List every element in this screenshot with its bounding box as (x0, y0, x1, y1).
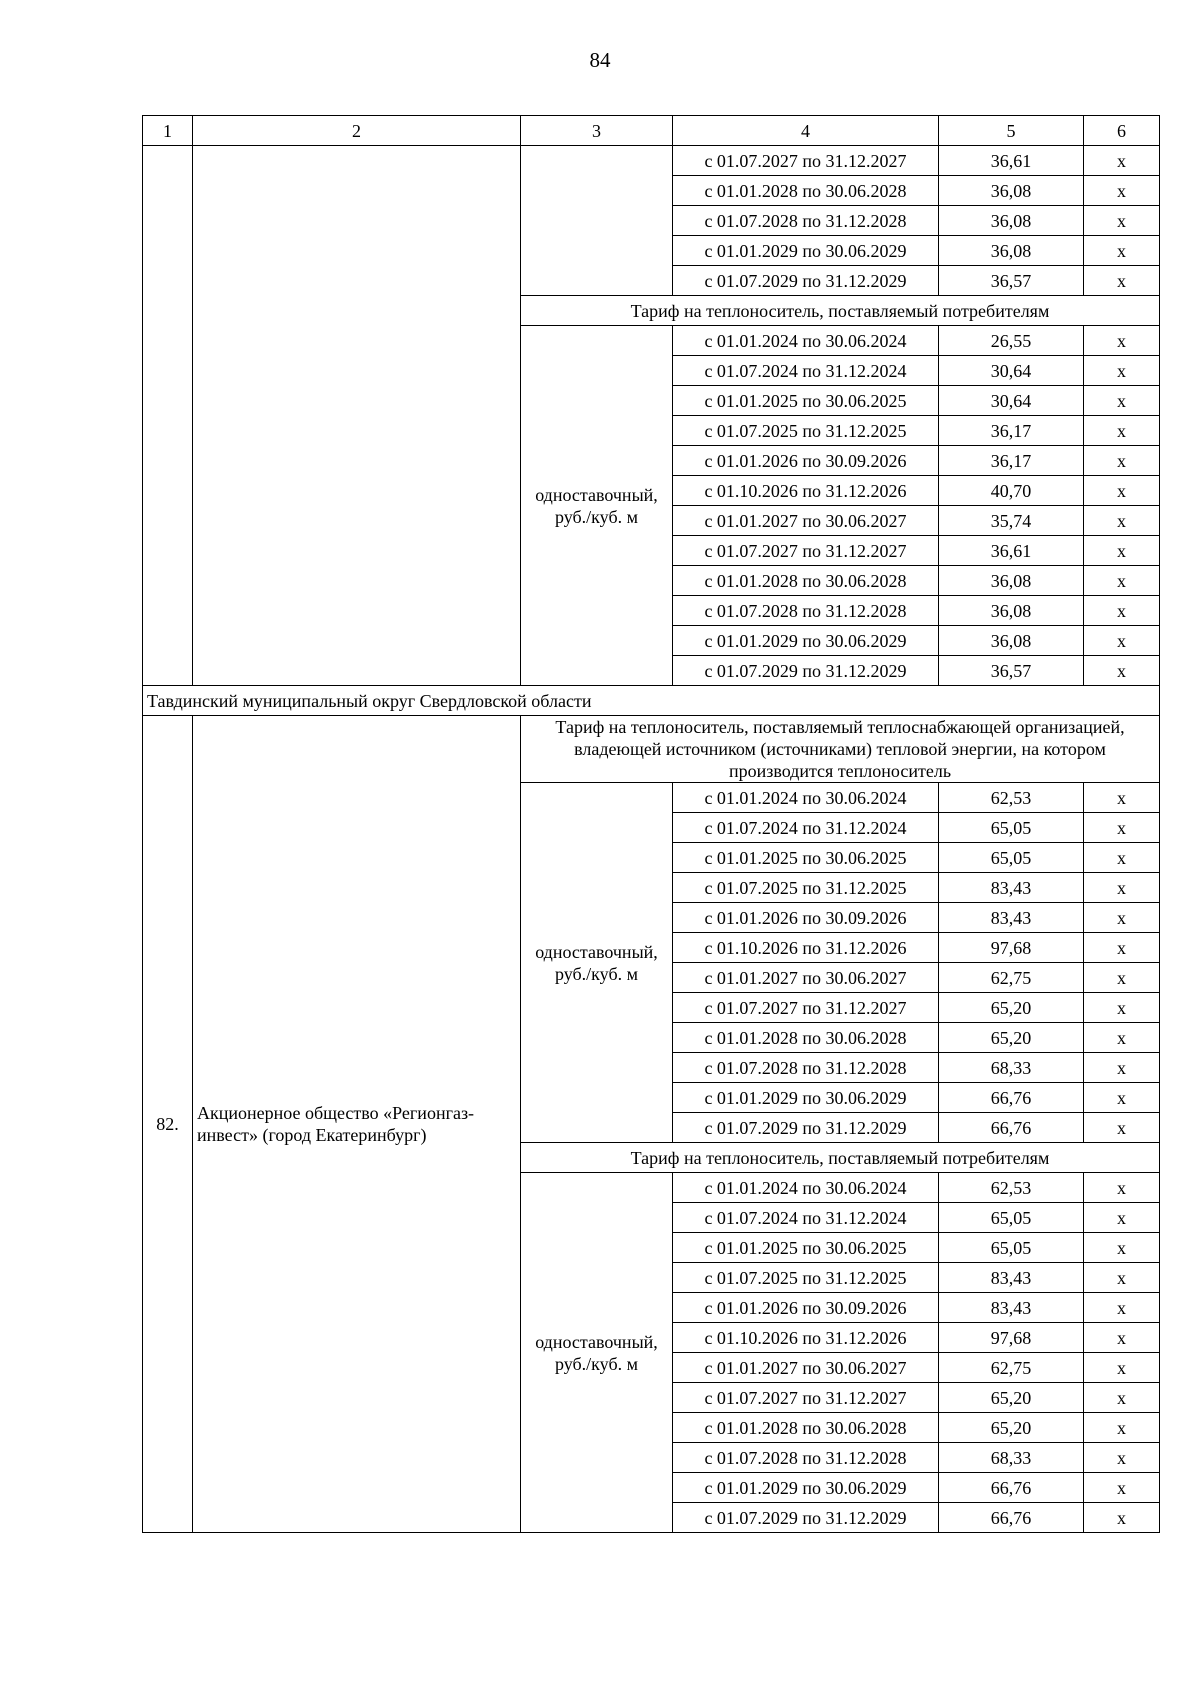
period-cell: с 01.07.2029 по 31.12.2029 (673, 1113, 939, 1143)
col6-cell: х (1084, 596, 1160, 626)
section-title: Тариф на теплоноситель, поставляемый теплоснабжающей организацией, владеющей источником (источниками) тепловой энергии, на котором производится теплоноситель (521, 716, 1160, 783)
col6-cell: х (1084, 1473, 1160, 1503)
period-cell: с 01.07.2025 по 31.12.2025 (673, 416, 939, 446)
tariff-type-cell (521, 146, 673, 296)
header-cell-1: 1 (143, 116, 193, 146)
tariff-value-cell: 66,76 (939, 1473, 1084, 1503)
col6-cell: х (1084, 843, 1160, 873)
period-cell: с 01.07.2028 по 31.12.2028 (673, 1443, 939, 1473)
col6-cell: х (1084, 903, 1160, 933)
tariff-value-cell: 36,08 (939, 176, 1084, 206)
tariff-value-cell: 30,64 (939, 386, 1084, 416)
col6-cell: х (1084, 993, 1160, 1023)
col6-cell: х (1084, 626, 1160, 656)
col6-cell: х (1084, 356, 1160, 386)
tariff-value-cell: 83,43 (939, 1263, 1084, 1293)
col6-cell: х (1084, 476, 1160, 506)
number-cell (143, 146, 193, 686)
period-cell: с 01.01.2028 по 30.06.2028 (673, 1023, 939, 1053)
tariff-value-cell: 65,05 (939, 813, 1084, 843)
organization-cell (193, 146, 521, 686)
period-cell: с 01.01.2028 по 30.06.2028 (673, 176, 939, 206)
col6-cell: х (1084, 1113, 1160, 1143)
tariff-value-cell: 65,05 (939, 1233, 1084, 1263)
period-cell: с 01.07.2024 по 31.12.2024 (673, 813, 939, 843)
period-cell: с 01.01.2026 по 30.09.2026 (673, 446, 939, 476)
tariff-value-cell: 66,76 (939, 1083, 1084, 1113)
region-row (143, 686, 1160, 716)
tariff-value-cell: 36,08 (939, 236, 1084, 266)
col6-cell: х (1084, 783, 1160, 813)
col6-cell: х (1084, 236, 1160, 266)
header-cell-2: 2 (193, 116, 521, 146)
tariff-type-cell: одноставочный, руб./куб. м (521, 783, 673, 1143)
col6-cell: х (1084, 1203, 1160, 1233)
col6-cell: х (1084, 963, 1160, 993)
tariff-value-cell: 66,76 (939, 1503, 1084, 1533)
col6-cell: х (1084, 506, 1160, 536)
period-cell: с 01.07.2027 по 31.12.2027 (673, 993, 939, 1023)
tariff-value-cell: 35,74 (939, 506, 1084, 536)
period-cell: с 01.01.2028 по 30.06.2028 (673, 1413, 939, 1443)
header-cell-4: 4 (673, 116, 939, 146)
col6-cell: х (1084, 1263, 1160, 1293)
period-cell: с 01.07.2028 по 31.12.2028 (673, 596, 939, 626)
period-cell: с 01.07.2027 по 31.12.2027 (673, 536, 939, 566)
header-cell-6: 6 (1084, 116, 1160, 146)
tariff-table-body (143, 116, 1160, 1533)
col6-cell: х (1084, 1053, 1160, 1083)
tariff-value-cell: 97,68 (939, 1323, 1084, 1353)
tariff-value-cell: 65,20 (939, 993, 1084, 1023)
header-cell-3: 3 (521, 116, 673, 146)
tariff-type-cell: одноставочный, руб./куб. м (521, 1173, 673, 1533)
organization-name: Акционерное общество «Регионгаз-инвест» (город Екатеринбург) (193, 716, 521, 1533)
col6-cell: х (1084, 1173, 1160, 1203)
col6-cell: х (1084, 146, 1160, 176)
period-cell: с 01.01.2029 по 30.06.2029 (673, 1473, 939, 1503)
period-cell: с 01.07.2029 по 31.12.2029 (673, 266, 939, 296)
period-cell: с 01.07.2025 по 31.12.2025 (673, 1263, 939, 1293)
tariff-value-cell: 65,05 (939, 843, 1084, 873)
period-cell: с 01.07.2024 по 31.12.2024 (673, 356, 939, 386)
col6-cell: х (1084, 176, 1160, 206)
tariff-table (142, 115, 1160, 1533)
tariff-value-cell: 36,08 (939, 566, 1084, 596)
col6-cell: х (1084, 326, 1160, 356)
period-cell: с 01.01.2026 по 30.09.2026 (673, 1293, 939, 1323)
table-row (143, 146, 1160, 176)
period-cell: с 01.07.2027 по 31.12.2027 (673, 1383, 939, 1413)
entry-number: 82. (143, 716, 193, 1533)
tariff-value-cell: 26,55 (939, 326, 1084, 356)
col6-cell: х (1084, 1233, 1160, 1263)
period-cell: с 01.07.2028 по 31.12.2028 (673, 1053, 939, 1083)
period-cell: с 01.07.2024 по 31.12.2024 (673, 1203, 939, 1233)
period-cell: с 01.01.2028 по 30.06.2028 (673, 566, 939, 596)
period-cell: с 01.01.2024 по 30.06.2024 (673, 783, 939, 813)
period-cell: с 01.07.2029 по 31.12.2029 (673, 1503, 939, 1533)
tariff-type-cell: одноставочный, руб./куб. м (521, 326, 673, 686)
period-cell: с 01.01.2026 по 30.09.2026 (673, 903, 939, 933)
tariff-value-cell: 36,57 (939, 266, 1084, 296)
period-cell: с 01.01.2029 по 30.06.2029 (673, 1083, 939, 1113)
col6-cell: х (1084, 1023, 1160, 1053)
page-number: 84 (589, 48, 611, 72)
tariff-value-cell: 97,68 (939, 933, 1084, 963)
col6-cell: х (1084, 1083, 1160, 1113)
tariff-value-cell: 36,08 (939, 596, 1084, 626)
region-title: Тавдинский муниципальный округ Свердловской области (143, 686, 1160, 716)
tariff-value-cell: 65,05 (939, 1203, 1084, 1233)
col6-cell: х (1084, 1293, 1160, 1323)
col6-cell: х (1084, 933, 1160, 963)
tariff-value-cell: 30,64 (939, 356, 1084, 386)
tariff-value-cell: 36,57 (939, 656, 1084, 686)
period-cell: с 01.01.2029 по 30.06.2029 (673, 236, 939, 266)
col6-cell: х (1084, 656, 1160, 686)
period-cell: с 01.01.2027 по 30.06.2027 (673, 506, 939, 536)
entry-row (143, 716, 1160, 783)
tariff-value-cell: 36,61 (939, 536, 1084, 566)
col6-cell: х (1084, 1413, 1160, 1443)
col6-cell: х (1084, 1503, 1160, 1533)
col6-cell: х (1084, 1353, 1160, 1383)
period-cell: с 01.07.2025 по 31.12.2025 (673, 873, 939, 903)
tariff-value-cell: 83,43 (939, 903, 1084, 933)
period-cell: с 01.01.2025 по 30.06.2025 (673, 386, 939, 416)
period-cell: с 01.07.2027 по 31.12.2027 (673, 146, 939, 176)
col6-cell: х (1084, 1443, 1160, 1473)
tariff-value-cell: 68,33 (939, 1443, 1084, 1473)
period-cell: с 01.01.2024 по 30.06.2024 (673, 326, 939, 356)
tariff-value-cell: 36,61 (939, 146, 1084, 176)
period-cell: с 01.10.2026 по 31.12.2026 (673, 933, 939, 963)
period-cell: с 01.01.2027 по 30.06.2027 (673, 963, 939, 993)
tariff-value-cell: 36,17 (939, 416, 1084, 446)
tariff-value-cell: 68,33 (939, 1053, 1084, 1083)
tariff-value-cell: 65,20 (939, 1023, 1084, 1053)
period-cell: с 01.07.2028 по 31.12.2028 (673, 206, 939, 236)
col6-cell: х (1084, 446, 1160, 476)
col6-cell: х (1084, 266, 1160, 296)
period-cell: с 01.01.2024 по 30.06.2024 (673, 1173, 939, 1203)
period-cell: с 01.01.2025 по 30.06.2025 (673, 1233, 939, 1263)
period-cell: с 01.10.2026 по 31.12.2026 (673, 1323, 939, 1353)
col6-cell: х (1084, 566, 1160, 596)
tariff-value-cell: 65,20 (939, 1413, 1084, 1443)
tariff-value-cell: 40,70 (939, 476, 1084, 506)
col6-cell: х (1084, 386, 1160, 416)
tariff-value-cell: 36,08 (939, 626, 1084, 656)
period-cell: с 01.10.2026 по 31.12.2026 (673, 476, 939, 506)
tariff-value-cell: 36,17 (939, 446, 1084, 476)
col6-cell: х (1084, 206, 1160, 236)
col6-cell: х (1084, 1383, 1160, 1413)
tariff-value-cell: 62,53 (939, 1173, 1084, 1203)
tariff-value-cell: 65,20 (939, 1383, 1084, 1413)
period-cell: с 01.01.2027 по 30.06.2027 (673, 1353, 939, 1383)
tariff-value-cell: 83,43 (939, 1293, 1084, 1323)
col6-cell: х (1084, 536, 1160, 566)
col6-cell: х (1084, 416, 1160, 446)
tariff-value-cell: 36,08 (939, 206, 1084, 236)
section-title: Тариф на теплоноситель, поставляемый потребителям (521, 1143, 1160, 1173)
header-cell-5: 5 (939, 116, 1084, 146)
tariff-value-cell: 66,76 (939, 1113, 1084, 1143)
tariff-value-cell: 62,75 (939, 1353, 1084, 1383)
period-cell: с 01.07.2029 по 31.12.2029 (673, 656, 939, 686)
tariff-value-cell: 62,53 (939, 783, 1084, 813)
tariff-value-cell: 62,75 (939, 963, 1084, 993)
period-cell: с 01.01.2029 по 30.06.2029 (673, 626, 939, 656)
tariff-value-cell: 83,43 (939, 873, 1084, 903)
section-title: Тариф на теплоноситель, поставляемый потребителям (521, 296, 1160, 326)
period-cell: с 01.01.2025 по 30.06.2025 (673, 843, 939, 873)
col6-cell: х (1084, 1323, 1160, 1353)
col6-cell: х (1084, 873, 1160, 903)
header-row (143, 116, 1160, 146)
col6-cell: х (1084, 813, 1160, 843)
